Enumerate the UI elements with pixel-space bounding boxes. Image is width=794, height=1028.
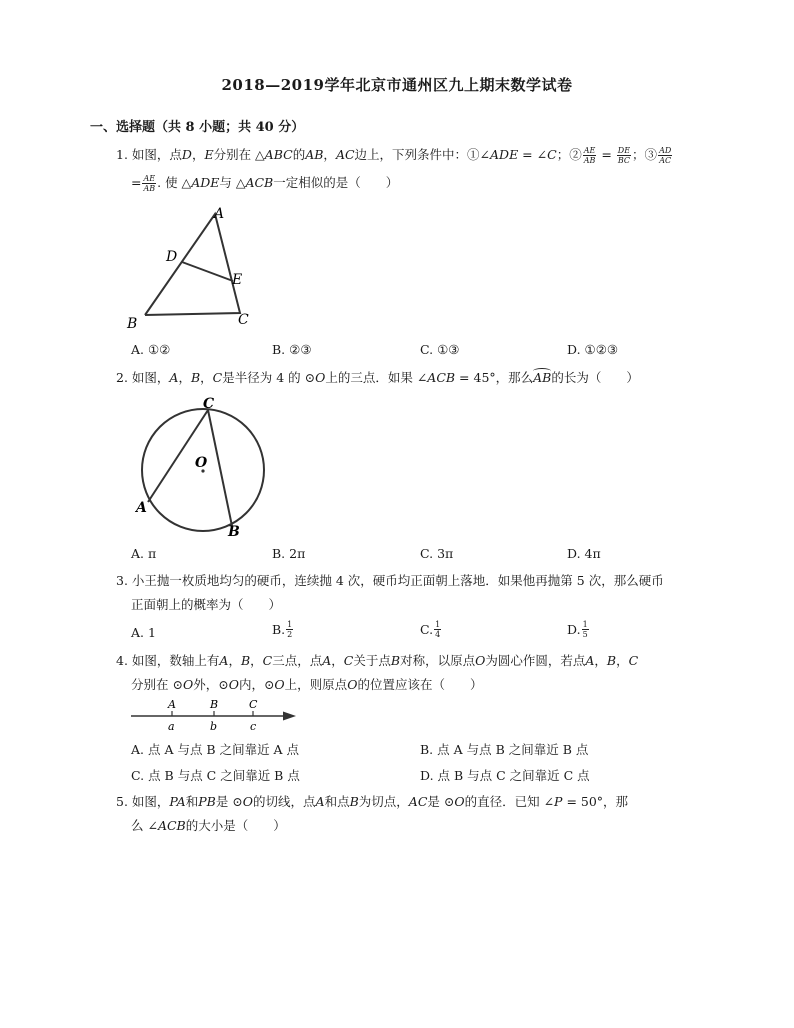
q2-option-d[interactable]: D. 4π bbox=[567, 546, 601, 561]
label-A: A bbox=[136, 500, 147, 516]
q3-option-d[interactable]: D. $\frac{1}{5}$ bbox=[567, 620, 588, 639]
fraction-ad-ac: $\frac{AD}{AC}$ bbox=[659, 146, 672, 165]
q3-option-c[interactable]: C. $\frac{1}{4}$ bbox=[420, 620, 441, 639]
question-1-line-2: = $\frac{AE}{AB}$ . 使 △ADE与 △ACB一定相似的是（ ） bbox=[131, 174, 399, 193]
label-B: B bbox=[127, 316, 138, 332]
q4-option-b[interactable]: B. 点 A 与点 B 之间靠近 B 点 bbox=[420, 742, 589, 757]
section-heading: 一、选择题（共 8 小题；共 40 分） bbox=[90, 120, 305, 135]
q2-option-a[interactable]: A. π bbox=[131, 546, 157, 561]
circle-figure bbox=[128, 394, 278, 544]
point-label-C: C bbox=[249, 698, 258, 711]
value-label-a: a bbox=[168, 720, 175, 733]
q2-option-c[interactable]: C. 3π bbox=[420, 546, 454, 561]
q1-option-c[interactable]: C. ①③ bbox=[420, 342, 460, 357]
q1-option-b[interactable]: B. ②③ bbox=[272, 342, 312, 357]
q1-option-d[interactable]: D. ①②③ bbox=[567, 342, 619, 357]
q3-option-b[interactable]: B. $\frac{1}{2}$ bbox=[272, 620, 293, 639]
label-C: C bbox=[238, 312, 249, 328]
point-label-B: B bbox=[210, 698, 219, 711]
triangle-figure bbox=[120, 200, 260, 332]
question-4-line-1: 4. 如图，数轴上有A，B，C三点，点A，C关于点B对称，以原点O为圆心作圆，若点A，B，C bbox=[116, 653, 639, 668]
fraction-ae-ab: $\frac{AE}{AB}$ bbox=[583, 146, 596, 165]
q4-option-c[interactable]: C. 点 B 与点 C 之间靠近 B 点 bbox=[131, 768, 300, 783]
q2-option-b[interactable]: B. 2π bbox=[272, 546, 306, 561]
question-5-line-2: 么 ∠ACB的大小是（ ） bbox=[131, 818, 286, 833]
fraction-ae-ab-2: $\frac{AE}{AB}$ bbox=[143, 174, 156, 193]
question-2-line-1: 2. 如图，A，B，C是半径为 4 的 ⊙O上的三点．如果 ∠ACB = 45°，那么 AB的长为（ ） bbox=[116, 366, 639, 390]
question-3-line-1: 3. 小王抛一枚质地均匀的硬币，连续抛 4 次，硬币均正面朝上落地．如果他再抛第 5 次，那么硬币 bbox=[116, 573, 664, 588]
q3-option-a[interactable]: A. 1 bbox=[131, 625, 156, 640]
q4-option-a[interactable]: A. 点 A 与点 B 之间靠近 A 点 bbox=[131, 742, 300, 757]
question-3-line-2: 正面朝上的概率为（ ） bbox=[131, 597, 282, 612]
number-line-figure bbox=[128, 697, 303, 735]
label-D: D bbox=[166, 249, 178, 265]
paper-title: 2018—2019学年北京市通州区九上期末数学试卷 bbox=[221, 76, 573, 94]
value-label-c: c bbox=[250, 720, 257, 733]
label-B: B bbox=[228, 524, 240, 540]
label-O: O bbox=[195, 455, 208, 471]
q4-option-d[interactable]: D. 点 B 与点 C 之间靠近 C 点 bbox=[420, 768, 590, 783]
label-A: A bbox=[214, 206, 225, 222]
value-label-b: b bbox=[210, 720, 218, 733]
point-label-A: A bbox=[168, 698, 176, 711]
question-1-line-1: 1. 如图，点D，E分别在 △ABC的AB，AC边上，下列条件中：①∠ADE = ∠C；② $\frac{AE}{AB}$ = $\frac{DE}{BC}$ ；③ $\frac{AD}{AC}$ bbox=[116, 146, 672, 165]
arc-ab: AB bbox=[533, 370, 552, 385]
label-C: C bbox=[203, 396, 215, 412]
q1-option-a[interactable]: A. ①② bbox=[131, 342, 171, 357]
question-5-line-1: 5. 如图，PA和PB是 ⊙O的切线，点A和点B为切点，AC是 ⊙O的直径．已知 ∠P = 50°，那 bbox=[116, 794, 629, 809]
fraction-de-bc: $\frac{DE}{BC}$ bbox=[617, 146, 631, 165]
question-4-line-2: 分别在 ⊙O外，⊙O内，⊙O上，则原点O的位置应该在（ ） bbox=[131, 677, 483, 692]
label-E: E bbox=[232, 272, 243, 288]
